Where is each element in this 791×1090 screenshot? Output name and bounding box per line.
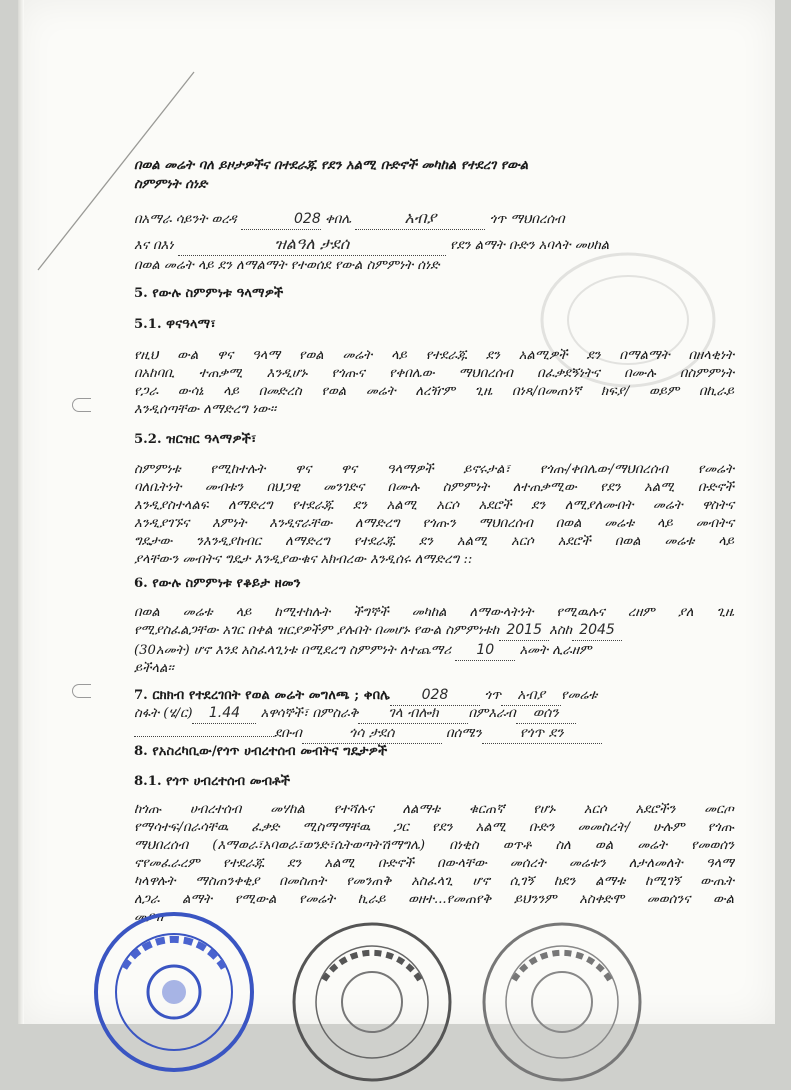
kebele-field (355, 208, 485, 230)
s7-land-label: የመሬቱ (561, 688, 598, 703)
group-names-field (178, 234, 446, 256)
document-page (18, 0, 775, 1024)
section-6-line-4: ይችላል፡፡ (134, 661, 174, 676)
north-label: በሰሜን (446, 726, 482, 741)
south-label: ደቡብ (274, 726, 302, 741)
section-8-1-line: የማሳተፍ/በራሳቸዉ ፈቃድ ሚስማማቸዉ ጋር የደን አልሚ ቡድን መመስረት/ ሁሉም የጎጡ (134, 820, 734, 835)
section-5-heading: 5. የውሉ ስምምነቱ ዓላማዎች (134, 286, 284, 301)
west-label: በምእራብ (468, 706, 516, 721)
s7-got-label: ጎጥ (484, 688, 502, 703)
section-5-1-line: እንዲሰጣቸው ለማድረግ ነው፡፡ (134, 402, 277, 417)
punch-hole (72, 398, 91, 412)
extension-text: (30አመት) ሆኖ እንደ አስፈላጊነቱ በሚደረግ ስምምነት ለተጨማሪ (134, 643, 452, 658)
section-6-line-1: በወል መሬቱ ላይ ከሚተከሉት ችግኞች መካከል ለማውላትነት የሚዉሉና ረዘም ያለ ጊዜ (134, 605, 734, 620)
section-8-1-line: ማህበረሰብ (እማወራ፣አባወራ፣ወንድ፣ሴትወጣትሽማግሌ) በነቂስ ወጥቶ ስለ ወል መሬት የመወሰን (134, 838, 734, 853)
section-5-2-line: ግዴታው ንእንዲያከብር ለማድረግ የተደራጁ ደን አልሚ አርሶ አደሮች በወል መሬቱ ላይ (134, 534, 734, 549)
intro-woreda-label: በአማራ ሳይንት ወረዳ (134, 212, 237, 227)
section-6-line-3 (134, 641, 734, 661)
woreda-handwritten: 028 (294, 211, 321, 227)
gray-seal-center (288, 918, 456, 1086)
document-title-line-2: ስምምነት ሰነድ (134, 177, 208, 192)
gray-seal-right (478, 918, 646, 1086)
section-8-1-line: ለጋራ ልማት የሚውል የመሬት ኪራይ ወዘተ...የመጠየቅ ይህንንም አስቀድሞ መወሰንና ውል (134, 892, 734, 907)
section-5-1-line: የዚህ ውል ዋና ዓላማ የወል መሬት ላይ የተደራጁ ደን አልሚዎች ደን በማልማት በዘላቂነት (134, 348, 734, 363)
s7-kebele-handwritten: 028 (421, 687, 449, 703)
east-handwritten: ገላ ብሎክ (388, 705, 439, 721)
intro-got-label: ጎጥ ማህበረሰብ (489, 212, 565, 227)
punch-hole (72, 684, 91, 698)
intro-line-1 (134, 208, 734, 230)
section-5-1-line: በአከባቢ ተጠቃሚ እንዲሆኑ የጎጡና የቀበሌው ማህበረሰብ በፈቃደኝነትና በሙሉ በስምምነት (134, 366, 734, 381)
section-5-2-line: እንዲያስተላልፍ ለማድረግ የተደራጁ ደን አልሚ አርሶ አደሮች ደን ለሚያለሙበት መሬት ዋስትና (134, 498, 734, 513)
section-5-1-heading: 5.1. ዋናዓላማ፣ (134, 317, 216, 332)
section-6-heading: 6. የውሉ ስምምነቱ የቆይታ ዘመን (134, 576, 301, 591)
section-5-2-heading: 5.2. ዝርዝር ዓላማዎች፣ (134, 432, 257, 447)
north-handwritten: የጎጥ ደን (519, 725, 564, 741)
group-names-handwritten: ዝልዓለ ታደሰ (274, 234, 350, 253)
kebele-handwritten: አብያ (404, 208, 437, 227)
extension-text-end: አመት ሊራዘም (519, 643, 592, 658)
section-8-1-line: ከጎጡ ሀብረተሰብ መሃከል የተሻሉና ለልማቱ ቁርጠኛ የሆኑ አርሶ አደሮችን መርጦ (134, 802, 734, 817)
south-handwritten: ጎሳ ታደሰ (349, 725, 395, 741)
document-title-line-1: በወል መሬት ባለ ይዞታዎችና በተደራጁ የደን አልሚ ቡድኖች መካከል የተደረገ የውል (134, 158, 529, 173)
duration-text: የሚያስፈልጋቸው አገር በቀል ዝርያዎችም ያሉበት በመሆኑ የውል ስምምነቱከ (134, 623, 500, 638)
section-5-2-line: ያላቸውን መብትና ግዴታ እንዲያውቁና አክብረው እንዲሰሩ ለማድረግ :: (134, 552, 473, 567)
west-handwritten: ወሰን (532, 705, 559, 721)
faint-background-seal (538, 250, 718, 390)
area-label: ስፋት (ሄ/ር) (134, 706, 193, 721)
section-5-2-line: ስምምነቱ የሚከተሉት ዋና ዋና ዓላማዎች ይኖሩታል፣ የጎጡ/ቀበሌው/ማህበረሰብ የመሬት (134, 462, 734, 477)
section-5-1-line: የጋራ ውሳኔ ላይ በመድረስ የወል መሬት ለረዥም ጊዜ በነጻ/በመጠነኛ ክፍያ/ ወይም በኪራይ (134, 384, 734, 399)
section-8-1-line: ካላዋሉት ማስጠንቀቂያ በመስጠት የመንጠቅ አስፈላጊ ሆኖ ሲገኝ ከደን ልማቱ ከሚገኝ ውጤት (134, 874, 734, 889)
section-8-1-line: ኖየመፈራረም የተደራጁ ደን አልሚ ቡድኖች በውላቸው መሰረት መሬቱን ለታለመለት ዓላማ (134, 856, 734, 871)
until-text: እስከ (549, 623, 573, 638)
section-5-2-line: እንዲያገኙና እምነት እንዲኖራቸው ለማድረግ የጎጡን ማህበረሰብ በወል መሬቱ ላይ መብትና (134, 516, 734, 531)
section-8-1-heading: 8.1. የጎጥ ሀብረተሰብ መብቶች (134, 774, 291, 789)
blue-official-seal (90, 908, 258, 1076)
section-8-1-line: መያዝ (134, 910, 164, 925)
area-handwritten: 1.44 (208, 705, 241, 721)
intro-line-3: በወል መሬት ላይ ደን ለማልማት የተወሰደ የውል ስምምነት ሰነድ (134, 258, 440, 273)
section-7-heading: 7. ርክክብ የተደረገበት የወል መሬት መግለጫ ; ቀበሌ (134, 688, 390, 703)
start-year-handwritten: 2015 (506, 622, 542, 638)
section-7-line-2 (134, 704, 734, 724)
section-7-line-1 (134, 686, 734, 706)
end-year-handwritten: 2045 (579, 622, 615, 638)
intro-group-label: የደን ልማት ቡድን አባላት መሀከል (450, 238, 610, 253)
extension-years-handwritten: 10 (476, 642, 495, 658)
s7-got-handwritten: አብያ (517, 687, 546, 703)
intro-names-label: እና በእነ (134, 238, 174, 253)
section-7-line-3 (134, 724, 734, 744)
woreda-field (241, 210, 321, 230)
section-6-line-2 (134, 621, 734, 641)
section-8-heading: 8. የአስረካቢው/የጎጥ ሀብረተሰብ መብትና ግዴታዎች (134, 744, 388, 759)
section-5-2-line: ባለቤትነት መብቱን በህጋዊ መንገድና በሙሉ ስምምነት ለተጠቃሚው የደን አልሚ ቡድኖች (134, 480, 734, 495)
east-label: አዋሳኞች፣ በምስራቅ (260, 706, 359, 721)
intro-kebele-label: ቀበሌ (324, 212, 352, 227)
